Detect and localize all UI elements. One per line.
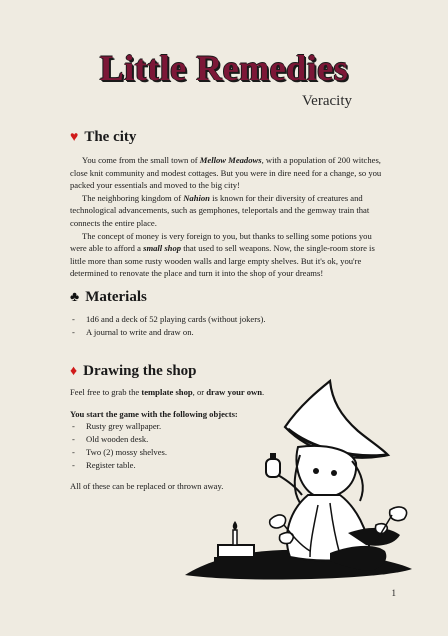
section-heading-materials bbox=[70, 289, 390, 306]
section-heading-materials-label: Materials bbox=[85, 289, 147, 305]
list-item: - Register table. bbox=[70, 459, 390, 472]
diamond-icon: ♦ bbox=[70, 363, 78, 379]
city-paragraph-2: The neighboring kingdom of Nahion is known for their diversity of creatures and technological advancements, such as gemphones, teleportals and the gemway train that connects the entire place. bbox=[70, 192, 370, 228]
kingdom-name: Nahion bbox=[183, 192, 210, 203]
section-materials bbox=[70, 289, 390, 339]
draw-your-own-link[interactable]: draw your own bbox=[206, 387, 262, 397]
list-item: - Two (2) mossy shelves. bbox=[70, 446, 390, 459]
materials-list bbox=[70, 313, 390, 339]
club-icon: ♣ bbox=[70, 289, 80, 305]
city-paragraph-3: The concept of money is very foreign to you, but thanks to selling some potions you were able to afford a small shop that used to sell weapons. Now, the single-room store is little more than some rusty wooden walls and large empty shelves. But it's ok, you're determined to renovate the place and turn it into the shop of your dreams! bbox=[70, 230, 375, 279]
title-block bbox=[0, 48, 448, 88]
list-item: - Rusty grey wallpaper. bbox=[70, 420, 390, 433]
heart-icon: ♥ bbox=[70, 129, 79, 145]
town-name: Mellow Meadows bbox=[199, 155, 262, 165]
witch-illustration bbox=[180, 375, 420, 585]
section-city bbox=[70, 129, 390, 280]
section-heading-city bbox=[70, 129, 390, 146]
list-item: - 1d6 and a deck of 52 playing cards (without jokers). bbox=[70, 313, 390, 326]
section-heading-city-label: The city bbox=[84, 129, 137, 145]
objects-closing: All of these can be replaced or thrown away. bbox=[70, 481, 224, 492]
page-subtitle: Veracity bbox=[302, 93, 352, 109]
drawing-intro: Feel free to grab the template shop, or draw your own. bbox=[70, 387, 265, 397]
page-title: Little Remedies bbox=[99, 48, 349, 88]
objects-label: You start the game with the following objects: bbox=[70, 408, 238, 419]
list-item: - A journal to write and draw on. bbox=[70, 326, 390, 339]
template-shop-link[interactable]: template shop bbox=[141, 387, 193, 397]
city-paragraph-1: You come from the small town of Mellow Meadows, with a population of 200 witches, close knit community and modest cottages. But you were in dire need for a change, so you packed your essentials and moved to the big city! bbox=[70, 155, 382, 191]
shop-term: small shop bbox=[143, 243, 182, 254]
page-number: 1 bbox=[391, 588, 396, 598]
list-item: - Old wooden desk. bbox=[70, 433, 390, 446]
section-heading-drawing-label: Drawing the shop bbox=[83, 363, 197, 379]
